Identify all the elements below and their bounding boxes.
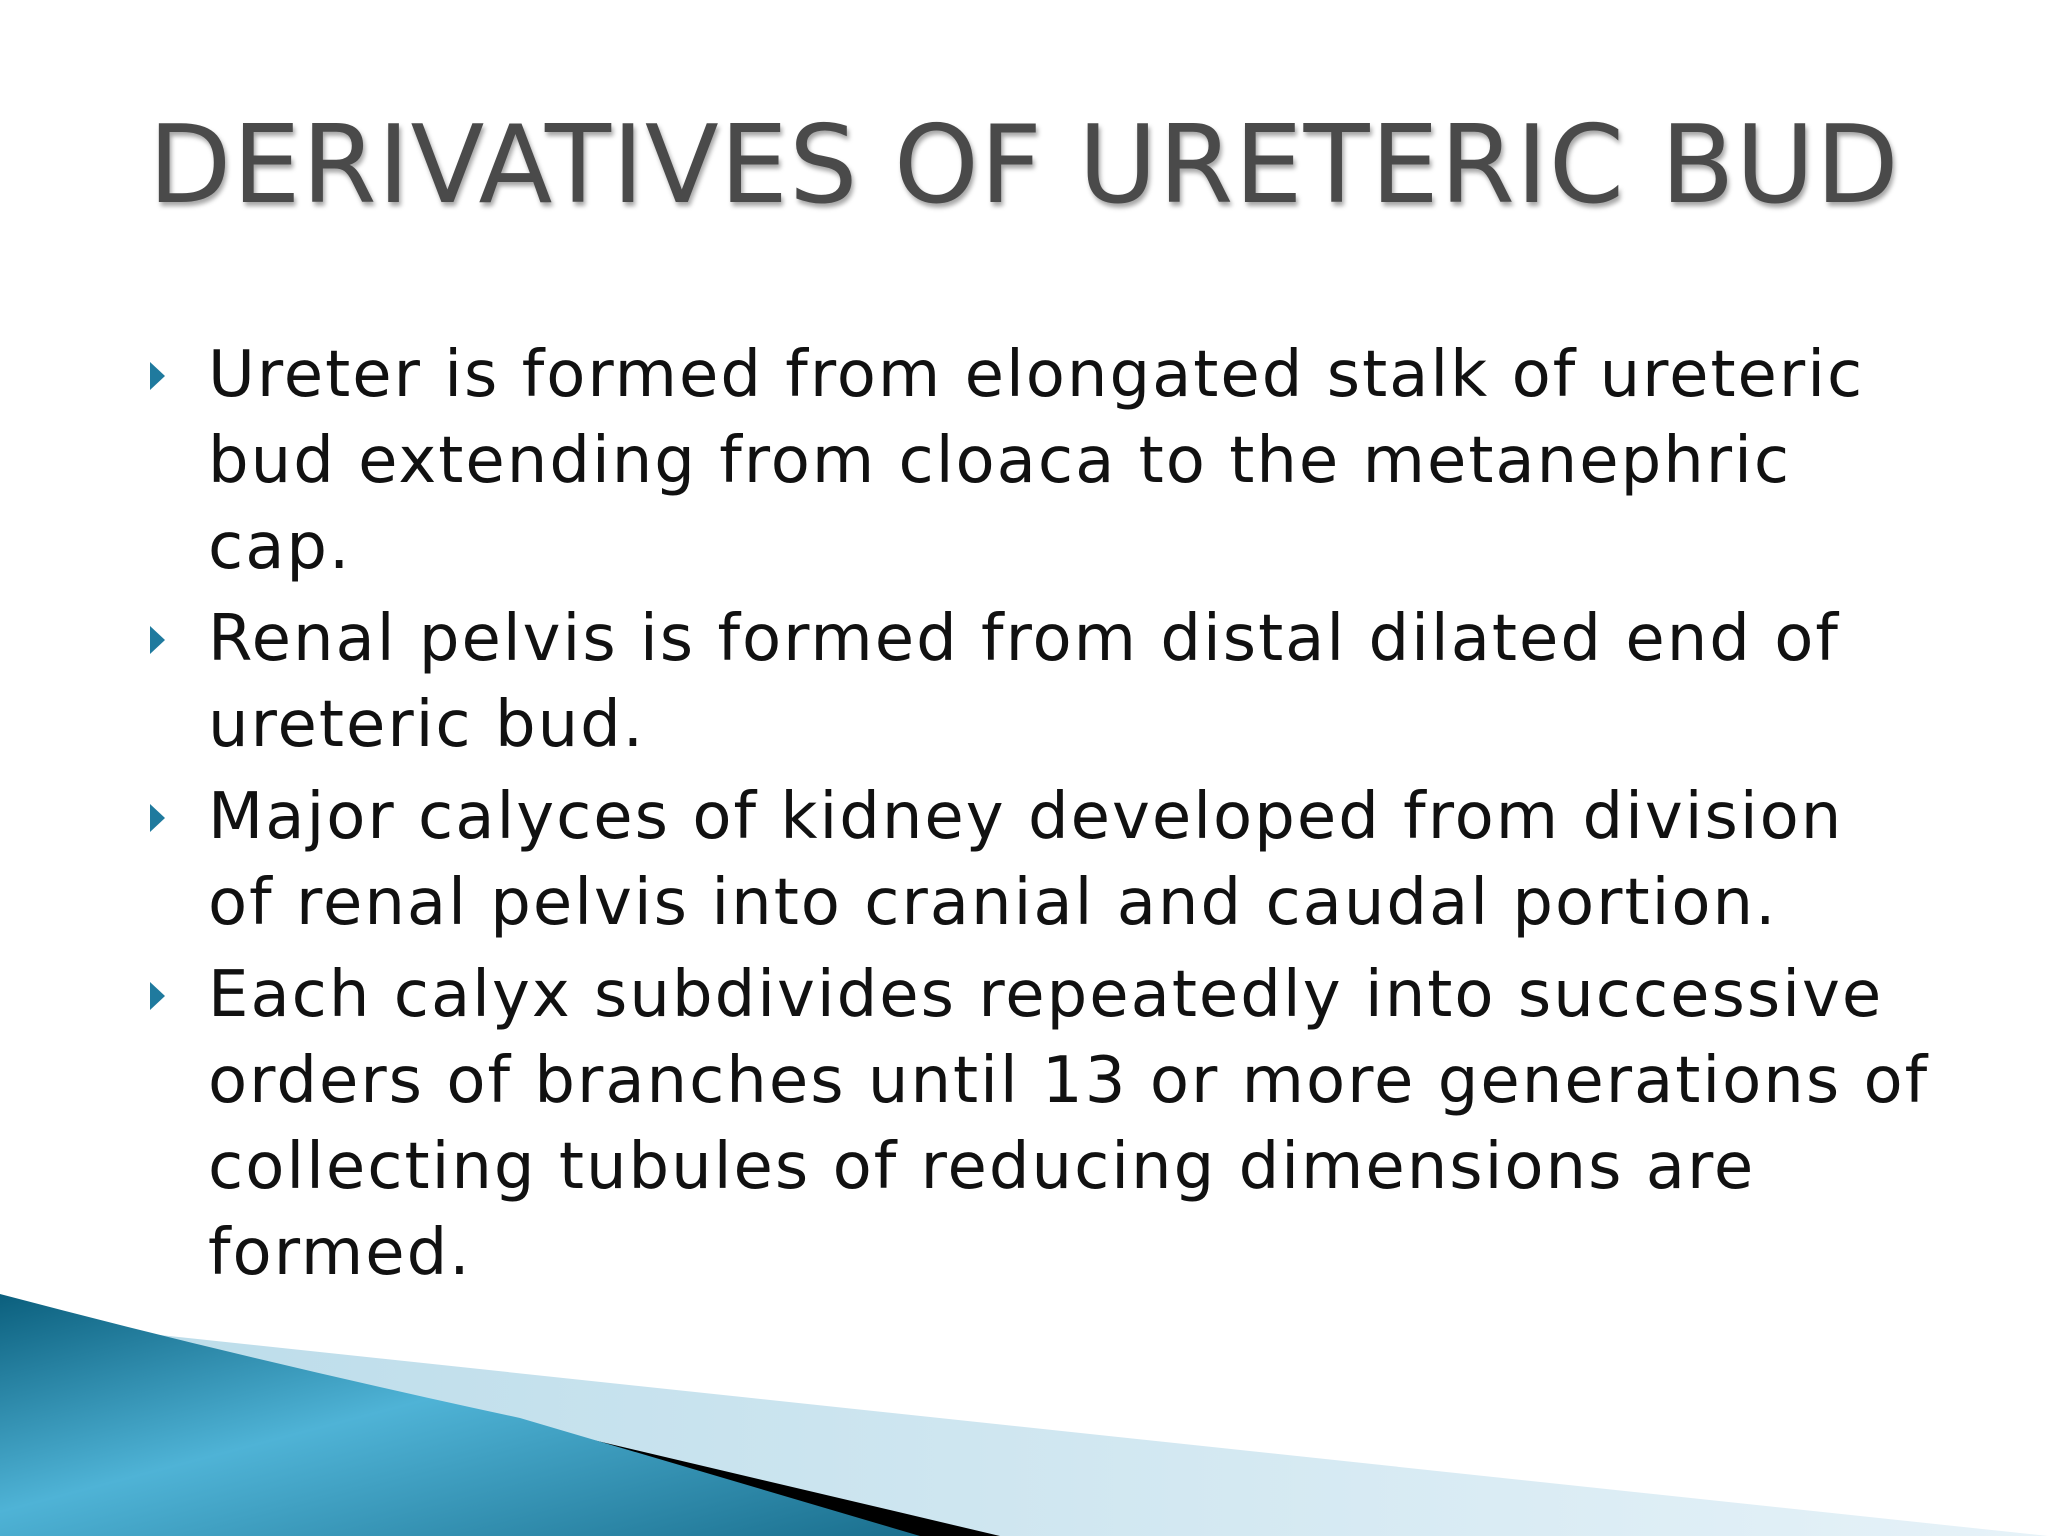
bullet-list [140,332,1930,1302]
bullet-text: Renal pelvis is formed from distal dilated end of ureteric bud. [208,602,1840,762]
bullet-item-major-calyces [140,774,1930,946]
wave-blue-band [0,1294,920,1536]
triangle-right-icon [150,982,165,1010]
wave-dark-band [0,1300,1000,1536]
triangle-right-icon [150,362,165,390]
slide-title: DERIVATIVES OF URETERIC BUD [148,103,1900,228]
triangle-right-icon [150,804,165,832]
bullet-item-ureter [140,332,1930,590]
bullet-text: Ureter is formed from elongated stalk of ureteric bud extending from cloaca to the metanephric cap. [208,338,1865,584]
bullet-text: Each calyx subdivides repeatedly into successive orders of branches until 13 or more generations of collecting tubules of reducing dimensions are formed. [208,958,1930,1290]
bullet-item-renal-pelvis [140,596,1930,768]
wave-pale-band [0,1318,2048,1536]
triangle-right-icon [150,626,165,654]
bullet-text: Major calyces of kidney developed from division of renal pelvis into cranial and caudal portion. [208,780,1844,940]
bullet-item-collecting-tubules [140,952,1930,1296]
